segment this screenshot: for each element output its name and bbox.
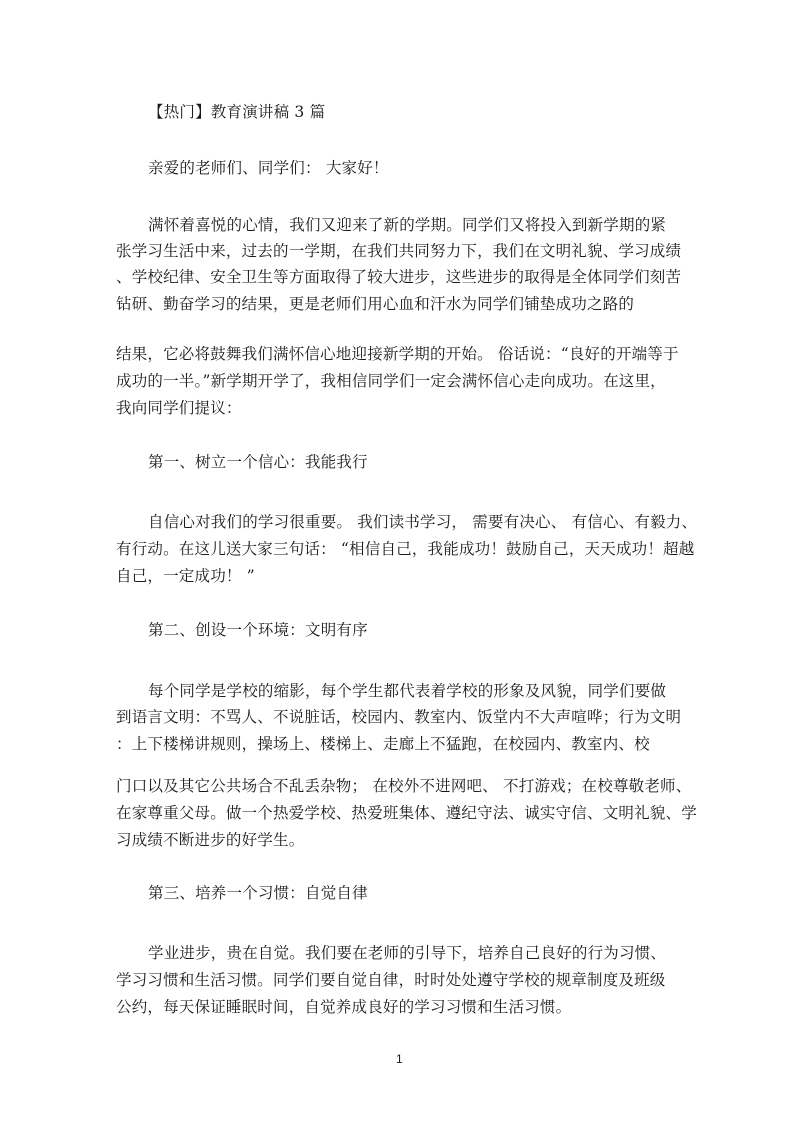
paragraph-1-line-3: 、学校纪律、安全卫生等方面取得了较大进步，这些进步的取得是全体同学们刻苦 <box>116 268 682 286</box>
paragraph-5-line-2: 在家尊重父母。做一个热爱学校、热爱班集体、遵纪守法、诚实守信、文明礼貌、学 <box>116 804 697 822</box>
paragraph-6-line-2: 学习习惯和生活习惯。同学们要自觉自律，时时处处遵守学校的规章制度及班级 <box>116 971 666 989</box>
section-heading-3: 第三、培养一个习惯：自觉自律 <box>148 884 368 902</box>
paragraph-1-line-2: 张学习生活中来，过去的一学期，在我们共同努力下，我们在文明礼貌、学习成绩 <box>116 242 682 260</box>
page-number: 1 <box>396 1052 403 1066</box>
paragraph-4-line-3: ：上下楼梯讲规则，操场上、楼梯上、走廊上不猛跑，在校园内、教室内、校 <box>116 735 650 753</box>
document-title: 【热门】教育演讲稿 3 篇 <box>148 103 326 121</box>
paragraph-2-line-1: 结果，它必将鼓舞我们满怀信心地迎接新学期的开始。 俗话说：“良好的开端等于 <box>116 345 679 363</box>
paragraph-1-line-4: 钻研、勤奋学习的结果，更是老师们用心血和汗水为同学们铺垫成功之路的 <box>116 295 635 313</box>
paragraph-5-line-3: 习成绩不断进步的好学生。 <box>116 831 305 849</box>
section-heading-2: 第二、创设一个环境：文明有序 <box>148 621 368 639</box>
paragraph-6-line-1: 学业进步，贵在自觉。我们要在老师的引导下，培养自己良好的行为习惯、 <box>148 944 667 962</box>
paragraph-1-line-1: 满怀着喜悦的心情，我们又迎来了新的学期。同学们又将投入到新学期的紧 <box>148 216 667 234</box>
paragraph-5-line-1: 门口以及其它公共场合不乱丢杂物； 在校外不进网吧、 不打游戏；在校尊敬老师、 <box>116 777 692 795</box>
paragraph-3-line-1: 自信心对我们的学习很重要。 我们读书学习， 需要有决心、 有信心、有毅力、 <box>148 513 698 531</box>
greeting: 亲爱的老师们、同学们： 大家好！ <box>148 159 389 177</box>
paragraph-6-line-3: 公约，每天保证睡眠时间，自觉养成良好的学习习惯和生活习惯。 <box>116 998 572 1016</box>
paragraph-2-line-3: 我向同学们提议： <box>116 399 242 417</box>
section-heading-1: 第一、树立一个信心：我能我行 <box>148 453 368 471</box>
paragraph-3-line-3: 自己，一定成功！ ” <box>116 567 255 585</box>
paragraph-4-line-2: 到语言文明：不骂人、不说脏话，校园内、教室内、饭堂内不大声喧哗；行为文明 <box>116 708 682 726</box>
paragraph-4-line-1: 每个同学是学校的缩影，每个学生都代表着学校的形象及风貌，同学们要做 <box>148 682 667 700</box>
paragraph-2-line-2: 成功的一半。”新学期开学了，我相信同学们一定会满怀信心走向成功。在这里， <box>116 372 666 390</box>
paragraph-3-line-2: 有行动。在这儿送大家三句话： “相信自己，我能成功！鼓励自己，天天成功！超越 <box>116 540 695 558</box>
